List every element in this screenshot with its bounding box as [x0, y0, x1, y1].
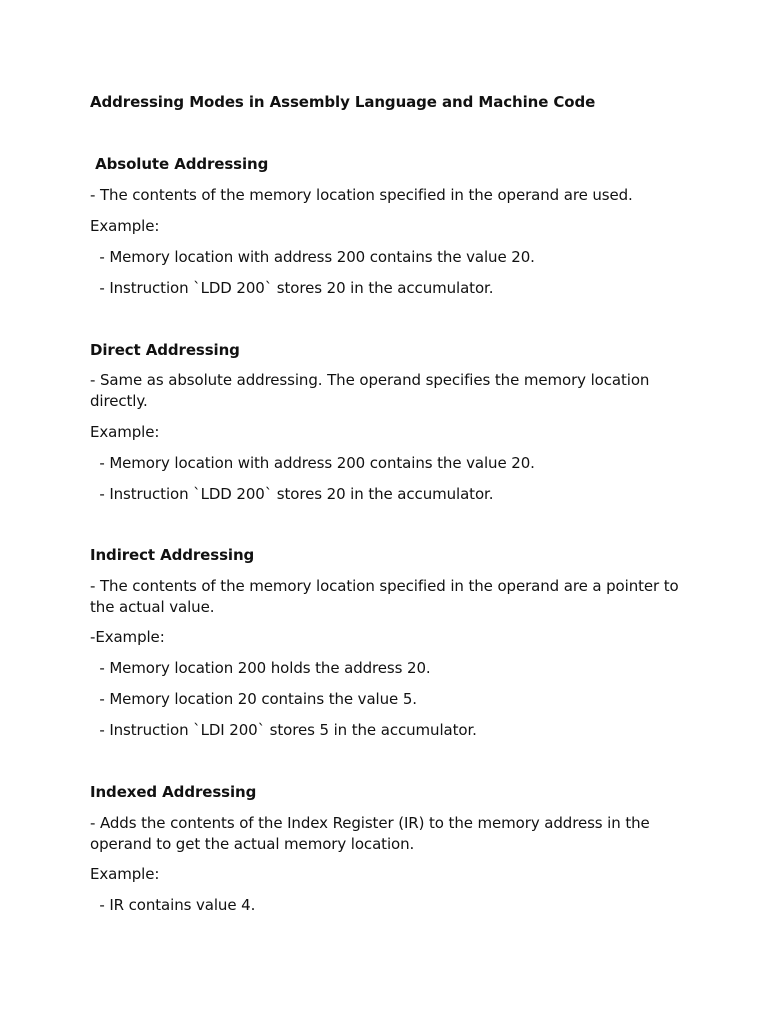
- section-description-absolute: - The contents of the memory location specified in the operand are used.: [90, 186, 633, 204]
- example-item: - Instruction `LDI 200` stores 5 in the accumulator.: [90, 721, 477, 739]
- example-label-direct: Example:: [90, 423, 160, 441]
- section-description-indexed: - Adds the contents of the Index Register (IR) to the memory address in the operand to get the actual memory location.: [90, 814, 655, 853]
- example-item: - Memory location with address 200 contains the value 20.: [90, 454, 535, 472]
- section-description-direct: - Same as absolute addressing. The operand specifies the memory location directly.: [90, 371, 655, 410]
- example-item: - Memory location 200 holds the address 20.: [90, 659, 431, 677]
- section-heading-absolute: Absolute Addressing: [90, 155, 269, 173]
- example-item: - Memory location with address 200 contains the value 20.: [90, 248, 535, 266]
- section-description-indirect: - The contents of the memory location specified in the operand are a pointer to the actual value.: [90, 577, 684, 616]
- section-heading-direct: Direct Addressing: [90, 341, 240, 359]
- example-label-indirect: -Example:: [90, 628, 165, 646]
- example-item: - Instruction `LDD 200` stores 20 in the accumulator.: [90, 279, 494, 297]
- document-title: Addressing Modes in Assembly Language and Machine Code: [90, 93, 596, 111]
- example-label-absolute: Example:: [90, 217, 160, 235]
- example-label-indexed: Example:: [90, 865, 160, 883]
- section-heading-indexed: Indexed Addressing: [90, 783, 257, 801]
- example-item: - IR contains value 4.: [90, 896, 256, 914]
- section-heading-indirect: Indirect Addressing: [90, 546, 255, 564]
- example-item: - Memory location 20 contains the value 5.: [90, 690, 417, 708]
- example-item: - Instruction `LDD 200` stores 20 in the accumulator.: [90, 485, 494, 503]
